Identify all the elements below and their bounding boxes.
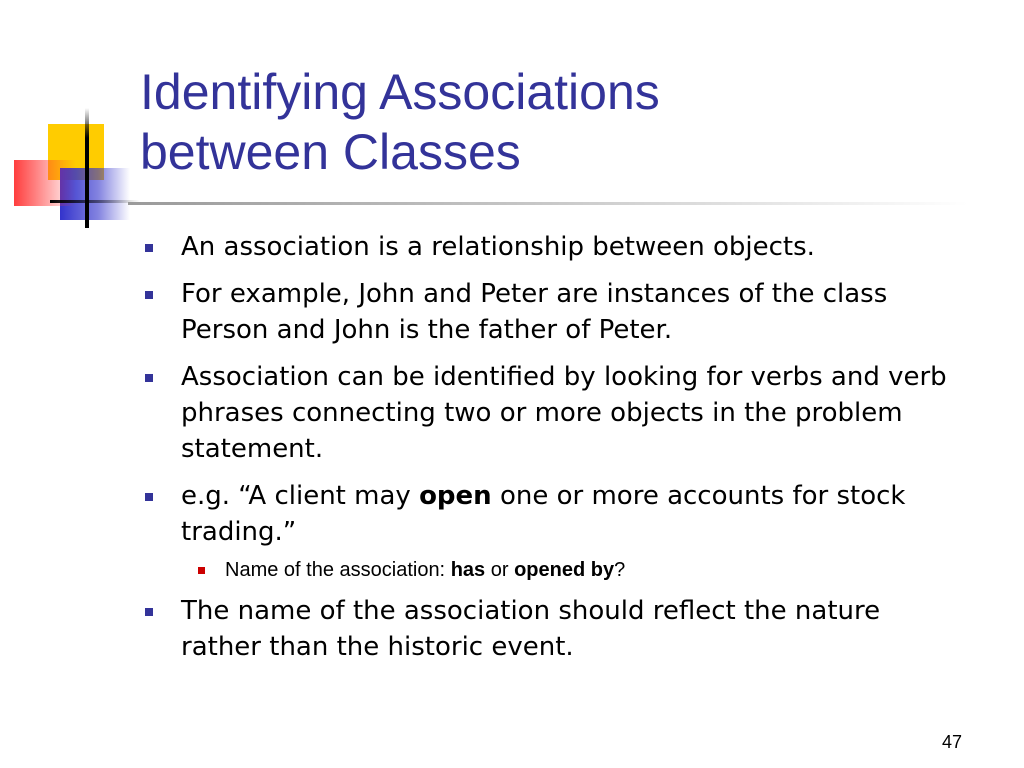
bullet-item bbox=[140, 229, 960, 265]
square-bullet-icon bbox=[145, 493, 153, 501]
sub-bullet-item bbox=[140, 555, 960, 584]
bullet-item bbox=[140, 593, 960, 665]
sub-bullet-bold-1: has bbox=[450, 559, 486, 581]
title-line-1: Identifying Associations bbox=[140, 64, 660, 120]
bullet-list bbox=[140, 229, 960, 676]
bullet-text-bold: open bbox=[419, 481, 492, 511]
bullet-text: The name of the association should reflect the nature rather than the historic event. bbox=[181, 596, 881, 662]
page-number: 47 bbox=[941, 732, 962, 752]
small-square-bullet-icon bbox=[198, 567, 205, 574]
sub-bullet-middle: or bbox=[485, 559, 515, 581]
bullet-text bbox=[181, 481, 905, 547]
square-bullet-icon bbox=[145, 374, 153, 382]
slide-title bbox=[140, 62, 1000, 182]
logo-horizontal-line bbox=[50, 200, 140, 203]
sub-bullet-bold-2: opened by bbox=[514, 559, 615, 581]
logo-vertical-line bbox=[85, 108, 89, 228]
bullet-item bbox=[140, 276, 960, 348]
sub-bullet-text bbox=[225, 559, 625, 581]
sub-bullet-suffix: ? bbox=[614, 559, 626, 581]
bullet-text-after: one or more accounts for stock trading.” bbox=[181, 481, 906, 547]
bullet-item bbox=[140, 478, 960, 550]
bullet-text: An association is a relationship between objects. bbox=[181, 232, 815, 262]
bullet-item bbox=[140, 359, 960, 467]
logo-red-square bbox=[14, 160, 76, 206]
sub-bullet-prefix: Name of the association: bbox=[225, 559, 451, 581]
title-divider bbox=[128, 202, 968, 205]
square-bullet-icon bbox=[145, 291, 153, 299]
bullet-text-before: e.g. “A client may bbox=[181, 481, 420, 511]
square-bullet-icon bbox=[145, 608, 153, 616]
square-bullet-icon bbox=[145, 244, 153, 252]
bullet-text: For example, John and Peter are instances of the class Person and John is the father of Peter. bbox=[181, 279, 888, 345]
bullet-text: Association can be identified by looking for verbs and verb phrases connecting two or more objects in the problem statement. bbox=[181, 362, 947, 464]
title-line-2: between Classes bbox=[140, 124, 521, 180]
